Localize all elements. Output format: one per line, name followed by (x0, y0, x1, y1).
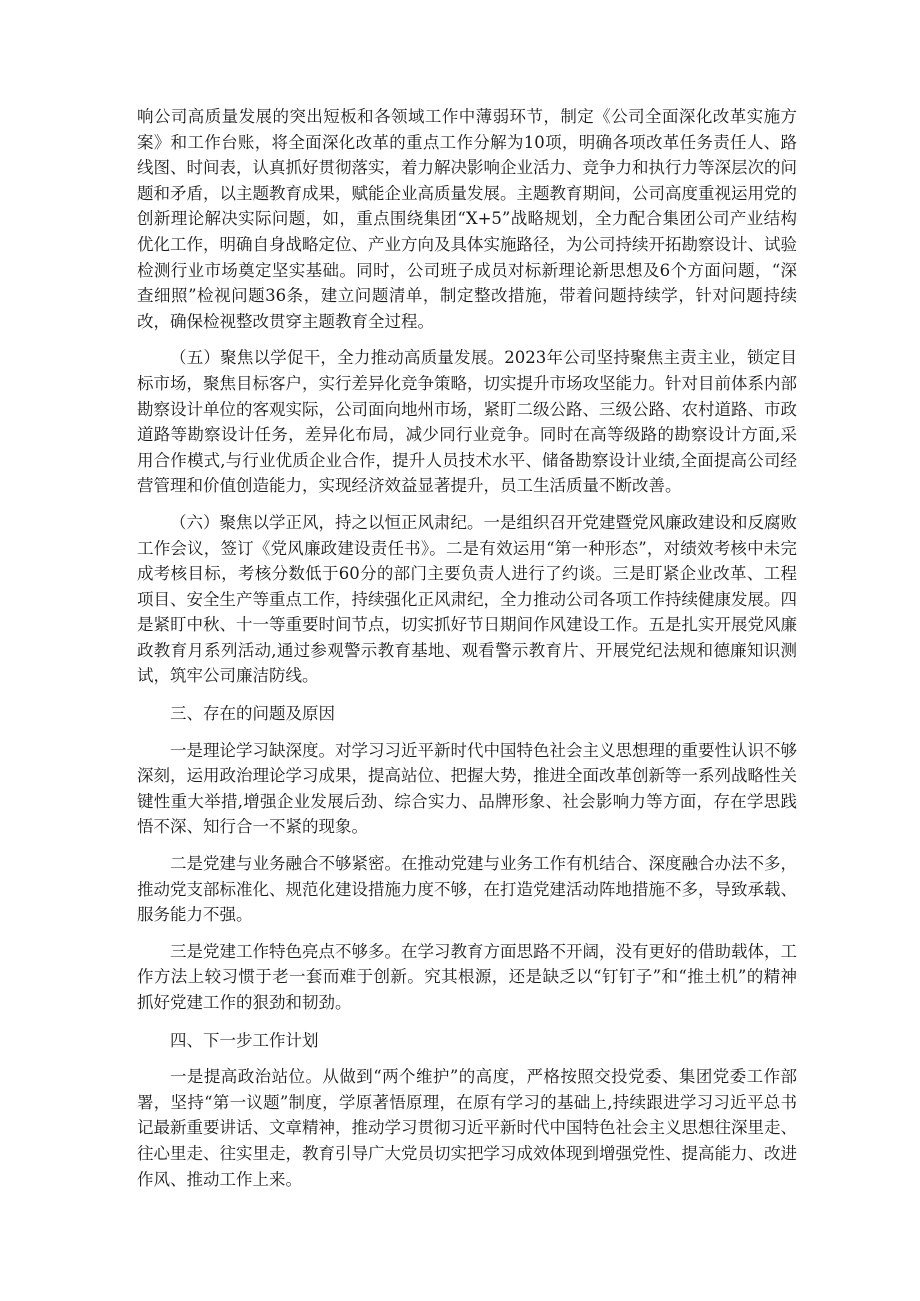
document-page (137, 104, 797, 1192)
heading-problems-and-causes: 三、存在的问题及原因 (170, 704, 335, 724)
heading-next-steps: 四、下一步工作计划 (170, 1030, 319, 1050)
paragraph-party-business-integration: 二是党建与业务融合不够紧密。在推动党建与业务工作有机结合、深度融合办法不多，推动党支部标准化、规范化建设措施力度不够，在打造党建活动阵地措施不多，导致承载、服务能力不强。 (137, 854, 797, 925)
paragraph-political-stance: 一是提高政治站位。从做到“两个维护”的高度，严格按照交投党委、集团党委工作部署，坚持“第一议题”制度，学原著悟原理，在原有学习的基础上,持续跟进学习习近平总书记最新重要讲话、文章精神，推动学习贯彻习近平新时代中国特色社会主义思想往深里走、往心里走、往实里走，教育引导广大党员切实把学习成效体现到增强党性、提高能力、改进作风、推动工作上来。 (137, 1067, 797, 1189)
paragraph-party-highlights: 三是党建工作特色亮点不够多。在学习教育方面思路不开阔，没有更好的借助载体，工作方法上较习惯于老一套而难于创新。究其根源，还是缺乏以“钉钉子”和“推土机”的精神抓好党建工作的狠劲和韧劲。 (137, 941, 797, 1012)
paragraph-theory-study: 一是理论学习缺深度。对学习习近平新时代中国特色社会主义思想理的重要性认识不够深刻，运用政治理论学习成果，提高站位、把握大势，推进全面改革创新等一系列战略性关键性重大举措,增强企业发展后劲、综合实力、品牌形象、社会影响力等方面，存在学思践悟不深、知行合一不紧的现象。 (137, 740, 797, 837)
paragraph-section-five: （五）聚焦以学促干，全力推动高质量发展。2023年公司坚持聚焦主责主业，锁定目标市场，聚焦目标客户，实行差异化竞争策略，切实提升市场攻坚能力。针对目前体系内部勘察设计单位的客观实际，公司面向地州市场，紧盯二级公路、三级公路、农村道路、市政道路等勘察设计任务，差异化布局，减少同行业竞争。同时在高等级路的勘察设计方面,采用合作模式,与行业优质企业合作，提升人员技术水平、储备勘察设计业绩,全面提高公司经营管理和价值创造能力，实现经济效益显著提升，员工生活质量不断改善。 (137, 348, 797, 496)
paragraph-section-six: （六）聚焦以学正风，持之以恒正风肃纪。一是组织召开党建暨党风廉政建设和反腐败工作会议，签订《党风廉政建设责任书》。二是有效运用“第一种形态”，对绩效考核中未完成考核目标，考核分数低于60分的部门主要负责人进行了约谈。三是盯紧企业改革、工程项目、安全生产等重点工作，持续强化正风肃纪，全力推动公司各项工作持续健康发展。四是紧盯中秋、十一等重要时间节点，切实抓好节日期间作风建设工作。五是扎实开展党风廉政教育月系列活动,通过参观警示教育基地、观看警示教育片、开展党纪法规和德廉知识测试，筑牢公司廉洁防线。 (137, 512, 797, 686)
paragraph-reform-continuation: 响公司高质量发展的突出短板和各领域工作中薄弱环节，制定《公司全面深化改革实施方案》和工作台账，将全面深化改革的重点工作分解为10项，明确各项改革任务责任人、路线图、时间表，认真抓好贯彻落实，着力解决影响企业活力、竞争力和执行力等深层次的问题和矛盾，以主题教育成果，赋能企业高质量发展。主题教育期间，公司高度重视运用党的创新理论解决实际问题，如，重点围绕集团“X+5”战略规划，全力配合集团公司产业结构优化工作，明确自身战略定位、产业方向及具体实施路径，为公司持续开拓勘察设计、试验检测行业市场奠定坚实基础。同时，公司班子成员对标新理论新思想及6个方面问题，“深查细照”检视问题36条，建立问题清单，制定整改措施，带着问题持续学，针对问题持续改，确保检视整改贯穿主题教育全过程。 (137, 107, 797, 331)
